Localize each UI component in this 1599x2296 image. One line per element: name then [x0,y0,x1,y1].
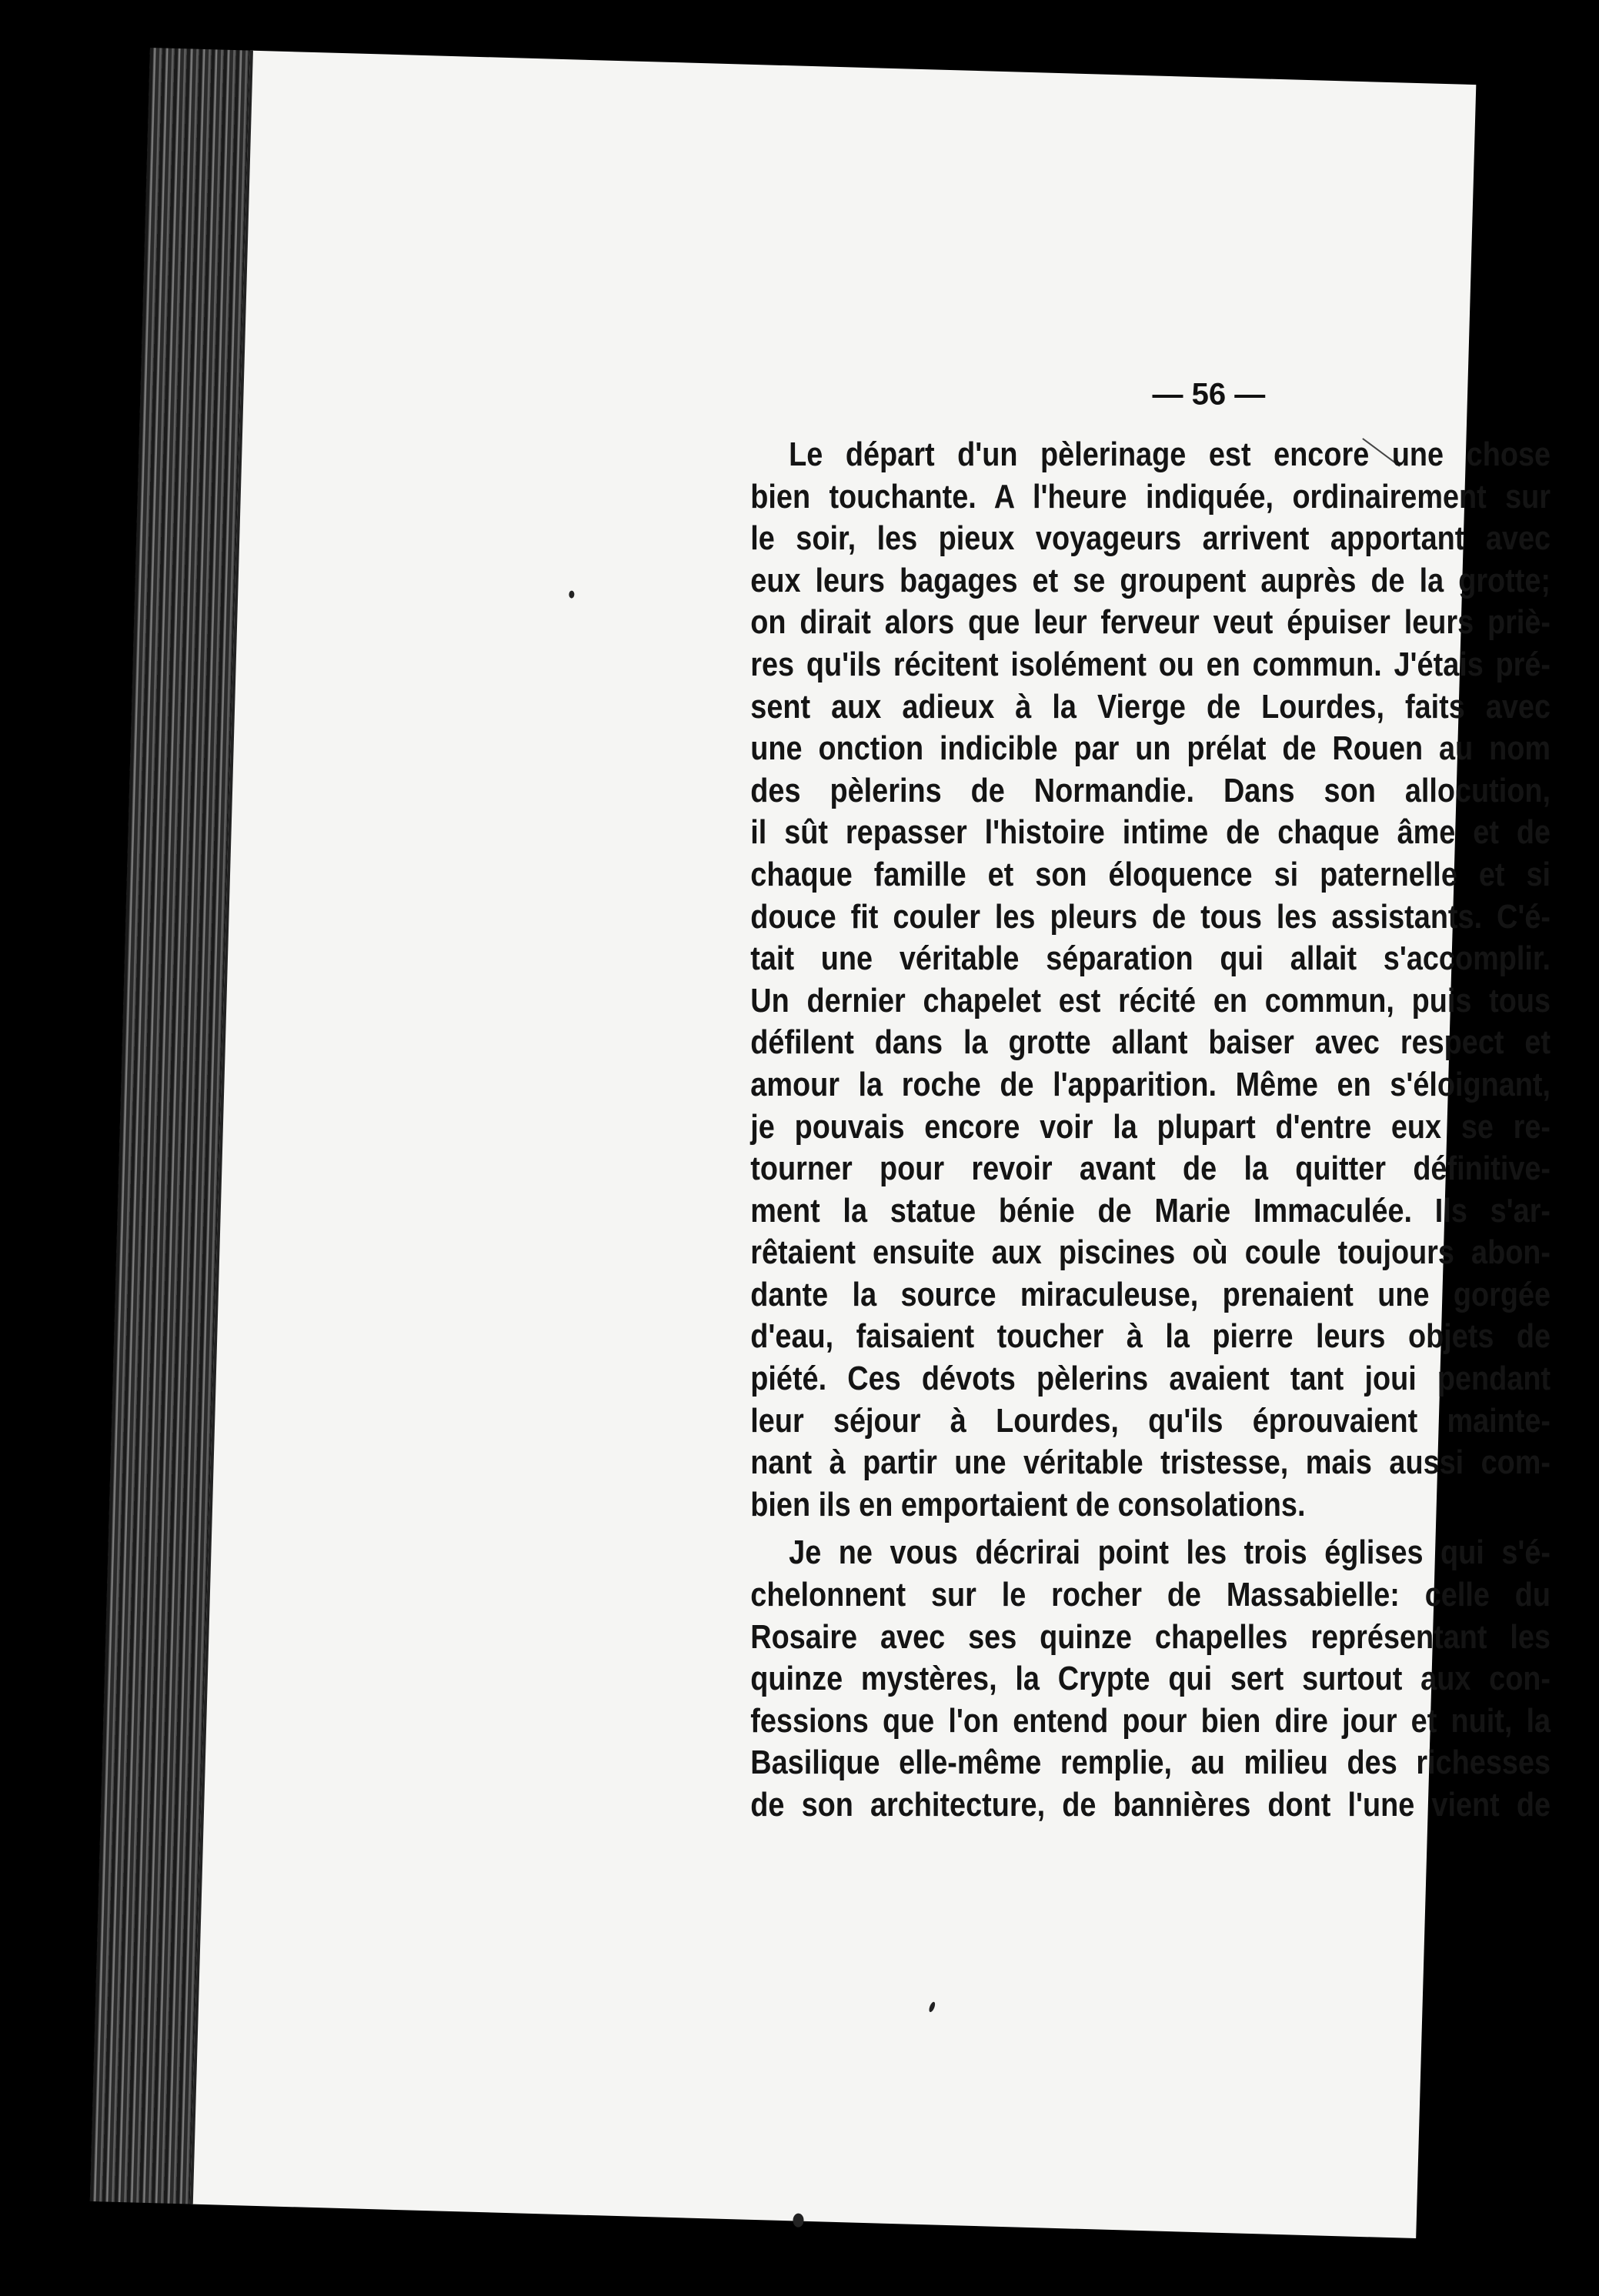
body-text [750,434,1551,1827]
book [88,48,1551,2292]
text-line: tait une véritable séparation qui allait s'accomplir. [750,939,1551,978]
text-line: Rosaire avec ses quinze chapelles représentant les [750,1617,1551,1656]
text-line: piété. Ces dévots pèlerins avaient tant joui pendant [750,1360,1551,1398]
text-line: des pèlerins de Normandie. Dans son allocution, [750,771,1551,809]
text-line: eux leurs bagages et se groupent auprès de la grotte; [750,561,1551,599]
text-line: on dirait alors que leur ferveur veut épuiser leurs priè- [750,603,1551,642]
text-line: Un dernier chapelet est récité en commun, puis tous [750,981,1551,1020]
text-line: quinze mystères, la Crypte qui sert surtout aux con- [750,1660,1551,1698]
text-line: Basilique elle-même remplie, au milieu des richesses [750,1744,1551,1782]
text-line: je pouvais encore voir la plupart d'entre eux se re- [750,1107,1551,1146]
text-line: bien touchante. A l'heure indiquée, ordinairement sur [750,477,1551,516]
text-line: défilent dans la grotte allant baiser avec respect et [750,1023,1551,1062]
text-line: ment la statue bénie de Marie Immaculée. Ils s'ar- [750,1191,1551,1230]
text-line: nant à partir une véritable tristesse, mais aussi com- [750,1443,1551,1482]
text-line: Le départ d'un pèlerinage est encore une chose [789,435,1551,473]
text-line: tourner pour revoir avant de la quitter définitive- [750,1150,1551,1188]
page-number: — 56 — [1152,377,1266,412]
ink-speck [793,2213,803,2227]
text-line: une onction indicible par un prélat de Rouen au nom [750,729,1551,768]
paragraph-2 [750,1532,1551,1826]
ink-speck [569,590,574,598]
text-line: douce fit couler les pleurs de tous les assistants. C'é- [750,897,1551,936]
text-line: amour la roche de l'apparition. Même en s'éloignant, [750,1065,1551,1103]
text-line: d'eau, faisaient toucher à la pierre leurs objets de [750,1317,1551,1356]
text-line: il sût repasser l'histoire intime de chaque âme et de [750,813,1551,852]
text-line: fessions que l'on entend pour bien dire jour et nuit, la [750,1701,1551,1740]
book-page [190,51,1551,2238]
text-line: de son architecture, de bannières dont l'une vient de [750,1785,1551,1824]
text-line: Je ne vous décrirai point les trois églises qui s'é- [789,1533,1551,1572]
text-line: le soir, les pieux voyageurs arrivent apportant avec [750,519,1551,558]
text-line: res qu'ils récitent isolément ou en commun. J'étais pré- [750,645,1551,683]
ink-speck [928,2001,936,2013]
text-line: dante la source miraculeuse, prenaient une gorgée [750,1275,1551,1313]
text-line: leur séjour à Lourdes, qu'ils éprouvaient mainte- [750,1401,1551,1440]
text-line: sent aux adieux à la Vierge de Lourdes, faits avec [750,687,1551,726]
text-line: bien ils en emportaient de consolations. [750,1485,1306,1523]
text-line: chelonnent sur le rocher de Massabielle: celle du [750,1576,1551,1614]
paragraph-1 [750,434,1551,1526]
text-line: rêtaient ensuite aux piscines où coule toujours abon- [750,1233,1551,1272]
text-line: chaque famille et son éloquence si paternelle et si [750,855,1551,893]
